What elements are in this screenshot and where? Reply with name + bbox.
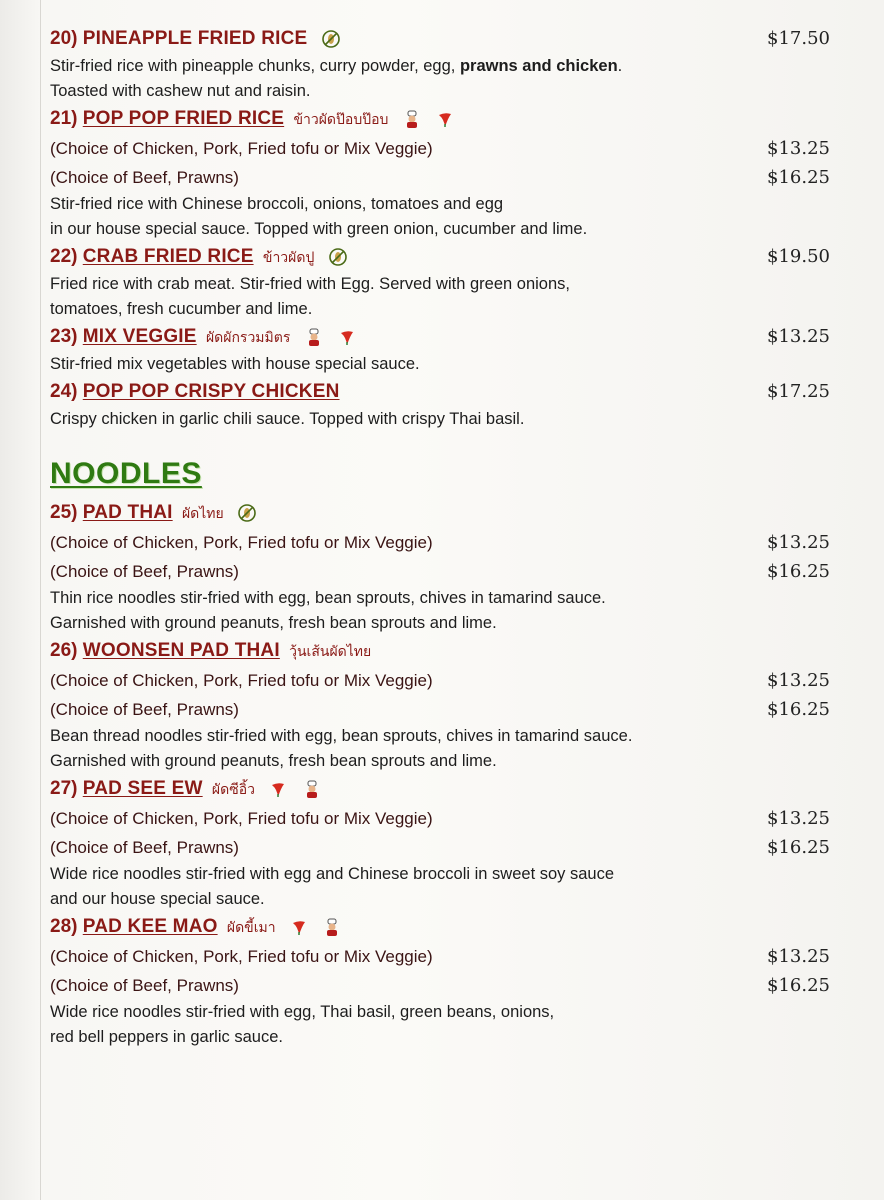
item-choice-row xyxy=(50,163,830,192)
menu-item-28 xyxy=(50,912,830,1050)
menu-content xyxy=(50,24,830,1050)
item-choice-row xyxy=(50,942,830,971)
item-name: PAD SEE EW xyxy=(82,778,203,799)
item-thai-name: ผัดไทย xyxy=(181,506,224,522)
no-peanut-icon xyxy=(328,247,348,267)
item-price: $17.25 xyxy=(767,381,830,402)
no-peanut-icon xyxy=(321,29,341,49)
choice-price: $16.25 xyxy=(767,699,830,720)
item-description: Crispy chicken in garlic chili sauce. Topped with crispy Thai basil. xyxy=(50,410,525,428)
no-peanut-icon xyxy=(237,503,257,523)
item-thai-name: วุ้นเส้นผัดไทย xyxy=(289,644,372,660)
item-number: 25) xyxy=(50,502,78,523)
item-description: Bean thread noodles stir-fried with egg, bean sprouts, chives in tamarind sauce. Garnished with ground peanuts, fresh bean sprouts and lime. xyxy=(50,727,633,770)
menu-item-26 xyxy=(50,636,830,774)
item-price: $17.50 xyxy=(767,28,830,49)
item-choice-row xyxy=(50,134,830,163)
choice-label: (Choice of Chicken, Pork, Fried tofu or Mix Veggie) xyxy=(50,947,433,966)
choice-price: $13.25 xyxy=(767,808,830,829)
choice-label: (Choice of Chicken, Pork, Fried tofu or Mix Veggie) xyxy=(50,139,433,158)
choice-label: (Choice of Chicken, Pork, Fried tofu or Mix Veggie) xyxy=(50,533,433,552)
menu-item-21 xyxy=(50,104,830,242)
chef-icon xyxy=(402,109,422,129)
item-choice-row xyxy=(50,557,830,586)
item-number: 23) xyxy=(50,326,78,347)
choice-label: (Choice of Beef, Prawns) xyxy=(50,700,239,719)
item-name: WOONSEN PAD THAI xyxy=(82,640,280,661)
choice-label: (Choice of Chicken, Pork, Fried tofu or Mix Veggie) xyxy=(50,809,433,828)
choice-price: $16.25 xyxy=(767,975,830,996)
choice-price: $13.25 xyxy=(767,138,830,159)
choice-label: (Choice of Beef, Prawns) xyxy=(50,562,239,581)
item-thai-name: ผัดขี้เมา xyxy=(226,920,276,936)
item-number: 26) xyxy=(50,640,78,661)
item-name: PINEAPPLE FRIED RICE xyxy=(82,28,308,49)
item-description: Fried rice with crab meat. Stir-fried with Egg. Served with green onions, tomatoes, fresh cucumber and lime. xyxy=(50,275,570,318)
chili-pepper-icon xyxy=(268,779,288,799)
item-name: POP POP FRIED RICE xyxy=(82,108,285,129)
item-description: Stir-fried rice with pineapple chunks, curry powder, egg, prawns and chicken. Toasted with cashew nut and raisin. xyxy=(50,57,623,100)
menu-item-23 xyxy=(50,322,830,377)
item-number: 21) xyxy=(50,108,78,129)
item-name: CRAB FRIED RICE xyxy=(82,246,254,267)
item-choice-row xyxy=(50,971,830,1000)
menu-item-25 xyxy=(50,498,830,636)
chef-icon xyxy=(322,917,342,937)
choice-price: $16.25 xyxy=(767,837,830,858)
item-name: PAD THAI xyxy=(82,502,173,523)
item-choice-row xyxy=(50,804,830,833)
item-choice-row xyxy=(50,695,830,724)
item-number: 27) xyxy=(50,778,78,799)
item-thai-name: ผัดซีอิ้ว xyxy=(211,782,255,798)
item-description: Wide rice noodles stir-fried with egg and Chinese broccoli in sweet soy sauce and our house special sauce. xyxy=(50,865,615,908)
item-choice-row xyxy=(50,528,830,557)
chili-pepper-icon xyxy=(435,109,455,129)
menu-item-22 xyxy=(50,242,830,322)
chef-icon xyxy=(304,327,324,347)
item-description: Stir-fried rice with Chinese broccoli, onions, tomatoes and egg in our house special sauce. Topped with green onion, cucumber and lime. xyxy=(50,195,588,238)
item-number: 20) xyxy=(50,28,78,49)
item-name: POP POP CRISPY CHICKEN xyxy=(82,381,340,402)
choice-label: (Choice of Beef, Prawns) xyxy=(50,168,239,187)
section-title-noodles: NOODLES xyxy=(50,457,202,490)
menu-item-20 xyxy=(50,24,830,104)
item-number: 22) xyxy=(50,246,78,267)
menu-item-24 xyxy=(50,377,830,432)
chef-icon xyxy=(302,779,322,799)
item-description: Thin rice noodles stir-fried with egg, bean sprouts, chives in tamarind sauce. Garnished with ground peanuts, fresh bean sprouts and lime. xyxy=(50,589,606,632)
item-number: 24) xyxy=(50,381,78,402)
item-description: Stir-fried mix vegetables with house special sauce. xyxy=(50,355,420,373)
choice-label: (Choice of Beef, Prawns) xyxy=(50,838,239,857)
choice-label: (Choice of Chicken, Pork, Fried tofu or Mix Veggie) xyxy=(50,671,433,690)
item-thai-name: ข้าวผัดป๊อบป๊อบ xyxy=(293,112,389,128)
item-price: $13.25 xyxy=(767,326,830,347)
page-margin-line xyxy=(40,0,41,1200)
item-description: Wide rice noodles stir-fried with egg, Thai basil, green beans, onions, red bell peppers in garlic sauce. xyxy=(50,1003,555,1046)
choice-price: $16.25 xyxy=(767,167,830,188)
item-thai-name: ข้าวผัดปู xyxy=(262,250,315,266)
item-name: MIX VEGGIE xyxy=(82,326,197,347)
choice-price: $16.25 xyxy=(767,561,830,582)
choice-price: $13.25 xyxy=(767,670,830,691)
item-number: 28) xyxy=(50,916,78,937)
menu-item-27 xyxy=(50,774,830,912)
item-name: PAD KEE MAO xyxy=(82,916,218,937)
item-choice-row xyxy=(50,833,830,862)
item-thai-name: ผัดผักรวมมิตร xyxy=(205,330,291,346)
choice-price: $13.25 xyxy=(767,946,830,967)
choice-label: (Choice of Beef, Prawns) xyxy=(50,976,239,995)
item-choice-row xyxy=(50,666,830,695)
chili-pepper-icon xyxy=(289,917,309,937)
chili-pepper-icon xyxy=(337,327,357,347)
choice-price: $13.25 xyxy=(767,532,830,553)
item-price: $19.50 xyxy=(767,246,830,267)
